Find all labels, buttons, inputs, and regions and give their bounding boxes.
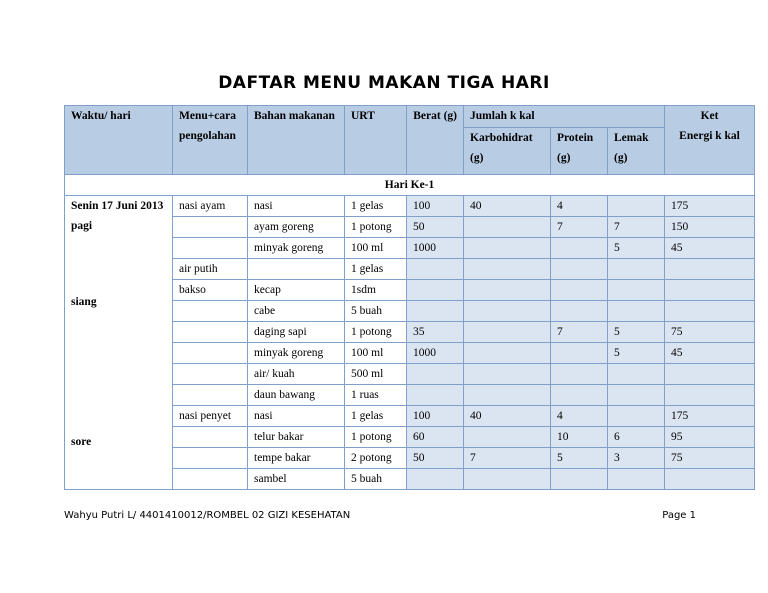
header-protein: [551, 128, 608, 175]
cell-bahan: nasi: [248, 406, 345, 427]
cell-protein: [551, 280, 608, 301]
cell-bahan: ayam goreng: [248, 217, 345, 238]
cell-berat: 35: [407, 322, 464, 343]
cell-karbo: [464, 343, 551, 364]
header-lemak-label: Lemak: [614, 132, 649, 144]
header-karbo-label: Karbohidrat: [470, 132, 533, 144]
header-protein-label: Protein: [557, 132, 594, 144]
cell-karbo: 40: [464, 196, 551, 217]
cell-energi: 150: [665, 217, 755, 238]
cell-berat: 100: [407, 196, 464, 217]
cell-lemak: 7: [608, 217, 665, 238]
cell-lemak: [608, 469, 665, 490]
footer-author: Wahyu Putri L/ 4401410012/ROMBEL 02 GIZI KESEHATAN: [64, 510, 351, 521]
cell-menu: [173, 217, 248, 238]
cell-bahan: daging sapi: [248, 322, 345, 343]
cell-energi: [665, 469, 755, 490]
header-lemak: [608, 128, 665, 175]
cell-menu: nasi penyet: [173, 406, 248, 427]
cell-bahan: daun bawang: [248, 385, 345, 406]
cell-energi: 45: [665, 343, 755, 364]
cell-bahan: cabe: [248, 301, 345, 322]
cell-berat: [407, 301, 464, 322]
cell-menu: air putih: [173, 259, 248, 280]
cell-berat: 1000: [407, 238, 464, 259]
cell-energi: 175: [665, 196, 755, 217]
cell-berat: 60: [407, 427, 464, 448]
cell-energi: [665, 280, 755, 301]
cell-protein: [551, 343, 608, 364]
document-title: DAFTAR MENU MAKAN TIGA HARI: [218, 73, 550, 93]
sore-label: sore: [71, 436, 92, 448]
cell-lemak: [608, 406, 665, 427]
header-karbo-unit: (g): [470, 152, 484, 164]
header-bahan: Bahan makanan: [248, 106, 345, 175]
cell-bahan: [248, 259, 345, 280]
pagi-label: pagi: [71, 220, 93, 232]
waktu-cell: [65, 196, 173, 490]
cell-bahan: sambel: [248, 469, 345, 490]
cell-protein: [551, 364, 608, 385]
cell-protein: 4: [551, 196, 608, 217]
cell-berat: [407, 469, 464, 490]
cell-protein: 10: [551, 427, 608, 448]
cell-protein: [551, 385, 608, 406]
cell-protein: 7: [551, 322, 608, 343]
cell-urt: 100 ml: [345, 343, 407, 364]
cell-menu: [173, 427, 248, 448]
cell-lemak: [608, 301, 665, 322]
cell-urt: 100 ml: [345, 238, 407, 259]
header-berat: Berat (g): [407, 106, 464, 175]
cell-urt: 1 potong: [345, 427, 407, 448]
cell-karbo: [464, 217, 551, 238]
cell-menu: bakso: [173, 280, 248, 301]
cell-protein: 7: [551, 217, 608, 238]
cell-lemak: 5: [608, 322, 665, 343]
header-menu: [173, 106, 248, 175]
cell-bahan: minyak goreng: [248, 343, 345, 364]
cell-urt: 5 buah: [345, 301, 407, 322]
cell-karbo: [464, 301, 551, 322]
header-menu-line1: Menu+cara: [179, 110, 237, 122]
cell-protein: [551, 259, 608, 280]
hari-label: Hari Ke-1: [65, 175, 755, 196]
cell-lemak: 5: [608, 238, 665, 259]
menu-table: [64, 105, 755, 490]
cell-menu: [173, 364, 248, 385]
siang-label: siang: [71, 296, 97, 308]
cell-karbo: [464, 322, 551, 343]
cell-bahan: kecap: [248, 280, 345, 301]
cell-lemak: 5: [608, 343, 665, 364]
header-urt: URT: [345, 106, 407, 175]
cell-lemak: [608, 196, 665, 217]
cell-lemak: [608, 364, 665, 385]
cell-berat: 1000: [407, 343, 464, 364]
footer-page: Page 1: [662, 510, 696, 521]
cell-urt: 1 potong: [345, 217, 407, 238]
cell-lemak: [608, 259, 665, 280]
header-menu-line2: pengolahan: [179, 130, 236, 142]
cell-karbo: [464, 427, 551, 448]
cell-protein: 4: [551, 406, 608, 427]
cell-menu: [173, 343, 248, 364]
header-karbo: [464, 128, 551, 175]
cell-bahan: air/ kuah: [248, 364, 345, 385]
cell-bahan: telur bakar: [248, 427, 345, 448]
cell-lemak: 6: [608, 427, 665, 448]
header-protein-unit: (g): [557, 152, 571, 164]
cell-berat: [407, 385, 464, 406]
cell-karbo: [464, 364, 551, 385]
cell-menu: [173, 301, 248, 322]
cell-berat: [407, 364, 464, 385]
cell-energi: 95: [665, 427, 755, 448]
cell-urt: 1 gelas: [345, 406, 407, 427]
cell-energi: 75: [665, 448, 755, 469]
cell-karbo: [464, 469, 551, 490]
cell-berat: 50: [407, 448, 464, 469]
day-label: Senin 17 Juni 2013: [71, 200, 164, 212]
cell-berat: 50: [407, 217, 464, 238]
cell-karbo: [464, 280, 551, 301]
cell-urt: 5 buah: [345, 469, 407, 490]
cell-urt: 1 potong: [345, 322, 407, 343]
cell-urt: 1 gelas: [345, 196, 407, 217]
cell-energi: 75: [665, 322, 755, 343]
cell-lemak: 3: [608, 448, 665, 469]
cell-karbo: 7: [464, 448, 551, 469]
cell-energi: [665, 301, 755, 322]
cell-protein: 5: [551, 448, 608, 469]
cell-urt: 2 potong: [345, 448, 407, 469]
cell-karbo: 40: [464, 406, 551, 427]
cell-menu: [173, 385, 248, 406]
table-row: [65, 196, 755, 217]
cell-menu: [173, 448, 248, 469]
cell-karbo: [464, 385, 551, 406]
cell-lemak: [608, 385, 665, 406]
cell-protein: [551, 238, 608, 259]
cell-energi: [665, 364, 755, 385]
header-ket: [665, 106, 755, 175]
cell-menu: [173, 469, 248, 490]
cell-bahan: tempe bakar: [248, 448, 345, 469]
cell-urt: 1 gelas: [345, 259, 407, 280]
cell-energi: [665, 259, 755, 280]
cell-urt: 1sdm: [345, 280, 407, 301]
cell-bahan: nasi: [248, 196, 345, 217]
cell-menu: [173, 322, 248, 343]
cell-karbo: [464, 259, 551, 280]
cell-protein: [551, 301, 608, 322]
header-jumlah: Jumlah k kal: [464, 106, 665, 128]
cell-urt: 500 ml: [345, 364, 407, 385]
header-ket-line2: Energi k kal: [679, 130, 740, 142]
cell-menu: [173, 238, 248, 259]
cell-urt: 1 ruas: [345, 385, 407, 406]
cell-menu: nasi ayam: [173, 196, 248, 217]
header-lemak-unit: (g): [614, 152, 628, 164]
header-waktu: Waktu/ hari: [65, 106, 173, 175]
cell-bahan: minyak goreng: [248, 238, 345, 259]
cell-berat: 100: [407, 406, 464, 427]
header-ket-line1: Ket: [700, 110, 719, 122]
cell-berat: [407, 280, 464, 301]
cell-lemak: [608, 280, 665, 301]
cell-karbo: [464, 238, 551, 259]
cell-energi: 45: [665, 238, 755, 259]
cell-protein: [551, 469, 608, 490]
cell-berat: [407, 259, 464, 280]
cell-energi: 175: [665, 406, 755, 427]
cell-energi: [665, 385, 755, 406]
